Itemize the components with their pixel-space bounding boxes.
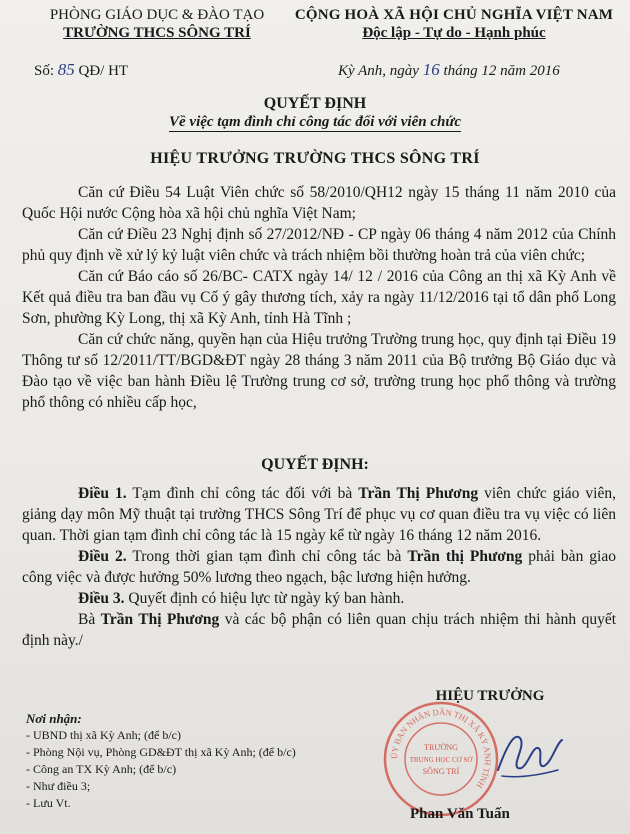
article-2 xyxy=(22,546,616,588)
department-name: PHÒNG GIÁO DỤC & ĐÀO TẠO xyxy=(49,7,265,23)
article-3 xyxy=(22,588,616,609)
subtitle-text: Về việc tạm đình chỉ công tác đối với viên chức xyxy=(169,114,461,130)
place-prefix: Kỳ Anh, ngày xyxy=(338,63,423,79)
document-number-suffix: QĐ/ HT xyxy=(74,63,129,79)
school-seal xyxy=(382,700,500,818)
article-3-label: Điều 3. xyxy=(78,590,125,607)
recipient-item: - Lưu Vt. xyxy=(26,796,71,810)
article-4-text: Bà xyxy=(78,611,101,628)
recipient-item: - Phòng Nội vụ, Phòng GD&ĐT thị xã Kỳ Anh; (để b/c) xyxy=(26,745,296,759)
document-number-prefix: Số: xyxy=(34,63,58,79)
seal-ring-text: ỦY BAN NHÂN DÂN THỊ XÃ KỲ ANH TỈNH xyxy=(388,706,494,791)
school-name: TRƯỜNG THCS SÔNG TRÍ xyxy=(63,25,251,41)
article-1-text-cont: viên chức giáo viên, giảng dạy môn Mỹ thuật tại trường THCS Sông Trí để phục vụ cơ quan điều tra vụ việc có liên quan. Thời gian tạm đình chỉ công tác là 15 ngày kể từ ngày 16 tháng 12 năm 2016. xyxy=(22,485,616,544)
recipient-item: - UBND thị xã Kỳ Anh; (để b/c) xyxy=(26,728,181,742)
legal-grounds xyxy=(22,182,616,413)
place-and-date xyxy=(338,60,560,80)
issuing-authority: HIỆU TRƯỞNG TRƯỜNG THCS SÔNG TRÍ xyxy=(150,150,480,167)
recipient-item: - Như điều 3; xyxy=(26,779,91,793)
article-1 xyxy=(22,483,616,546)
recipient-item: - Công an TX Kỳ Anh; (để b/c) xyxy=(26,762,177,776)
national-header xyxy=(286,6,622,42)
issuer-header xyxy=(22,6,292,42)
date-day: 16 xyxy=(422,60,440,79)
ground-paragraph: Căn cứ Điều 54 Luật Viên chức số 58/2010/QH12 ngày 15 tháng 11 năm 2010 của Quốc Hội nước Cộng hòa xã hội chủ nghĩa Việt Nam; xyxy=(22,184,616,222)
signature-title: HIỆU TRƯỞNG xyxy=(435,688,545,704)
article-2-label: Điều 2. xyxy=(78,548,127,565)
ground-paragraph: Căn cứ chức năng, quyền hạn của Hiệu trưởng Trường trung học, quy định tại Điều 19 Thông tư số 12/2011/TT/BGD&ĐT ngày 28 tháng 3 năm 2011 của Bộ trưởng Bộ Giáo dục và Đào tạo về việc ban hành Điều lệ Trường trung cơ sở, trường trung học phổ thông và trường phổ thông có nhiều cấp học, xyxy=(22,331,616,411)
person-name: Trần Thị Phương xyxy=(358,485,479,502)
country-name: CỘNG HOÀ XÃ HỘI CHỦ NGHĨA VIỆT NAM xyxy=(294,7,614,23)
signer-name: Phan Văn Tuấn xyxy=(410,806,510,822)
document-number xyxy=(34,60,128,80)
decision-heading: QUYẾT ĐỊNH: xyxy=(261,456,369,473)
document-title: QUYẾT ĐỊNH xyxy=(263,95,367,112)
document-subtitle xyxy=(0,114,630,131)
seal-line-2: TRUNG HỌC CƠ SỞ xyxy=(409,756,473,764)
article-2-text-cont: phải bàn giao công việc và được hưởng 50% lương theo ngạch, bậc lương hiện hưởng. xyxy=(22,548,616,586)
article-1-text: Tạm đình chỉ công tác đối với bà xyxy=(126,485,359,502)
recipients-heading: Nơi nhận: xyxy=(26,711,82,726)
ground-paragraph: Căn cứ Báo cáo số 26/BC- CATX ngày 14/ 12 / 2016 của Công an thị xã Kỳ Anh về Kết quả điều tra ban đầu vụ Cố ý gây thương tích, xảy ra ngày 11/12/2016 tại tổ dân phố Long Sơn, phường Kỳ Long, thị xã Kỳ Anh, tỉnh Hà Tĩnh ; xyxy=(22,268,616,327)
article-3-text: Quyết định có hiệu lực từ ngày ký ban hành. xyxy=(124,590,405,607)
seal-line-3: SÔNG TRÍ xyxy=(422,767,460,776)
ground-paragraph: Căn cứ Điều 23 Nghị định số 27/2012/NĐ - CP ngày 06 tháng 4 năm 2012 của Chính phủ quy định về xử lý kỷ luật viên chức và trách nhiệm bồi thường hoàn trả của viên chức; xyxy=(22,226,616,264)
decision-articles xyxy=(22,483,616,651)
article-2-text: Trong thời gian tạm đình chỉ công tác bà xyxy=(126,548,408,565)
national-motto: Độc lập - Tự do - Hạnh phúc xyxy=(362,25,546,41)
article-4 xyxy=(22,609,616,651)
date-suffix: tháng 12 năm 2016 xyxy=(439,63,560,79)
person-name: Trần thị Phương xyxy=(407,548,523,565)
article-1-label: Điều 1. xyxy=(78,485,127,502)
person-name: Trần Thị Phương xyxy=(100,611,220,628)
handwritten-signature xyxy=(492,718,568,788)
recipients-list xyxy=(26,710,296,812)
document-number-value: 85 xyxy=(57,60,75,79)
seal-line-1: TRƯỜNG xyxy=(424,743,458,752)
article-4-text-cont: và các bộ phận có liên quan chịu trách nhiệm thi hành quyết định này./ xyxy=(22,611,617,649)
